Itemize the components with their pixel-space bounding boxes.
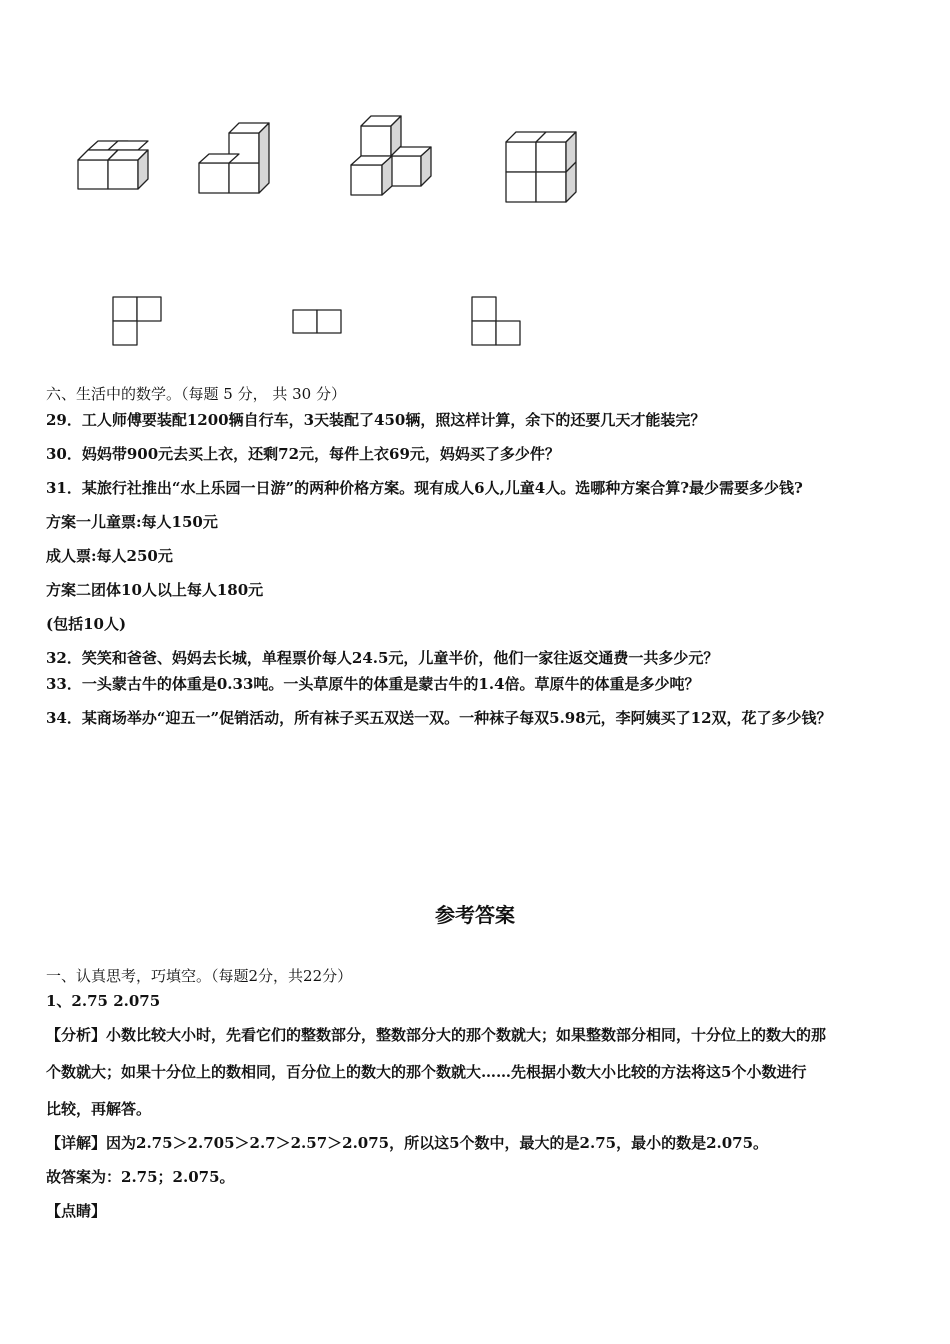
conclusion-line: 故答案为：2.75；2.075。	[46, 1168, 235, 1186]
question-32: 32．笑笑和爸爸、妈妈去长城，单程票价每人24.5元，儿童半价，他们一家往返交通费一共多少元？	[46, 649, 719, 667]
question-29: 29．工人师傅要装配1200辆自行车，3天装配了450辆，照这样计算，余下的还要几天才能装完？	[46, 411, 706, 429]
section-6-heading: 六、生活中的数学。（每题 5 分， 共 30 分）	[46, 385, 346, 403]
cube-figure-4	[506, 132, 576, 202]
answers-section-1-heading: 一、认真思考，巧填空。（每题2分，共22分）	[46, 967, 353, 985]
question-31-plan-2-note: (包括10人)	[46, 615, 127, 633]
cube-figure-1	[78, 141, 148, 189]
analysis-line-1: 【分析】小数比较大小时，先看它们的整数部分，整数部分大的那个数就大；如果整数部分相同，十分位上的数大的那	[46, 1026, 827, 1044]
question-31-plan-1-adult: 成人票:每人250元	[46, 547, 173, 565]
view-1	[113, 297, 161, 345]
question-30: 30．妈妈带900元去买上衣，还剩72元，每件上衣69元，妈妈买了多少件？	[46, 445, 560, 463]
comment-label: 【点睛】	[46, 1202, 107, 1220]
question-31-plan-2: 方案二团体10人以上每人180元	[46, 581, 264, 599]
question-31-plan-1: 方案一儿童票:每人150元	[46, 513, 218, 531]
cube-figure-3	[351, 116, 431, 195]
analysis-line-2: 个数就大；如果十分位上的数相同，百分位上的数大的那个数就大……先根据小数大小比较的方法将这5个小数进行	[46, 1063, 807, 1081]
question-33: 33．一头蒙古牛的体重是0.33吨。一头草原牛的体重是蒙古牛的1.4倍。草原牛的体重是多少吨？	[46, 675, 700, 693]
detail-line: 【详解】因为2.75＞2.705＞2.7＞2.57＞2.075，所以这5个数中，最大的是2.75，最小的数是2.075。	[46, 1134, 769, 1152]
cube-figure-2	[199, 123, 269, 193]
cube-figures	[0, 0, 950, 360]
question-31: 31．某旅行社推出“水上乐园一日游”的两种价格方案。现有成人6人,儿童4人。选哪种方案合算?最少需要多少钱?	[46, 479, 803, 497]
answer-1: 1、2.75 2.075	[46, 992, 161, 1010]
answers-title: 参考答案	[435, 903, 515, 927]
view-2	[293, 310, 341, 333]
analysis-line-3: 比较，再解答。	[46, 1100, 152, 1118]
view-3	[472, 297, 520, 345]
question-34: 34．某商场举办“迎五一”促销活动，所有袜子买五双送一双。一种袜子每双5.98元，李阿姨买了12双，花了多少钱？	[46, 709, 832, 727]
